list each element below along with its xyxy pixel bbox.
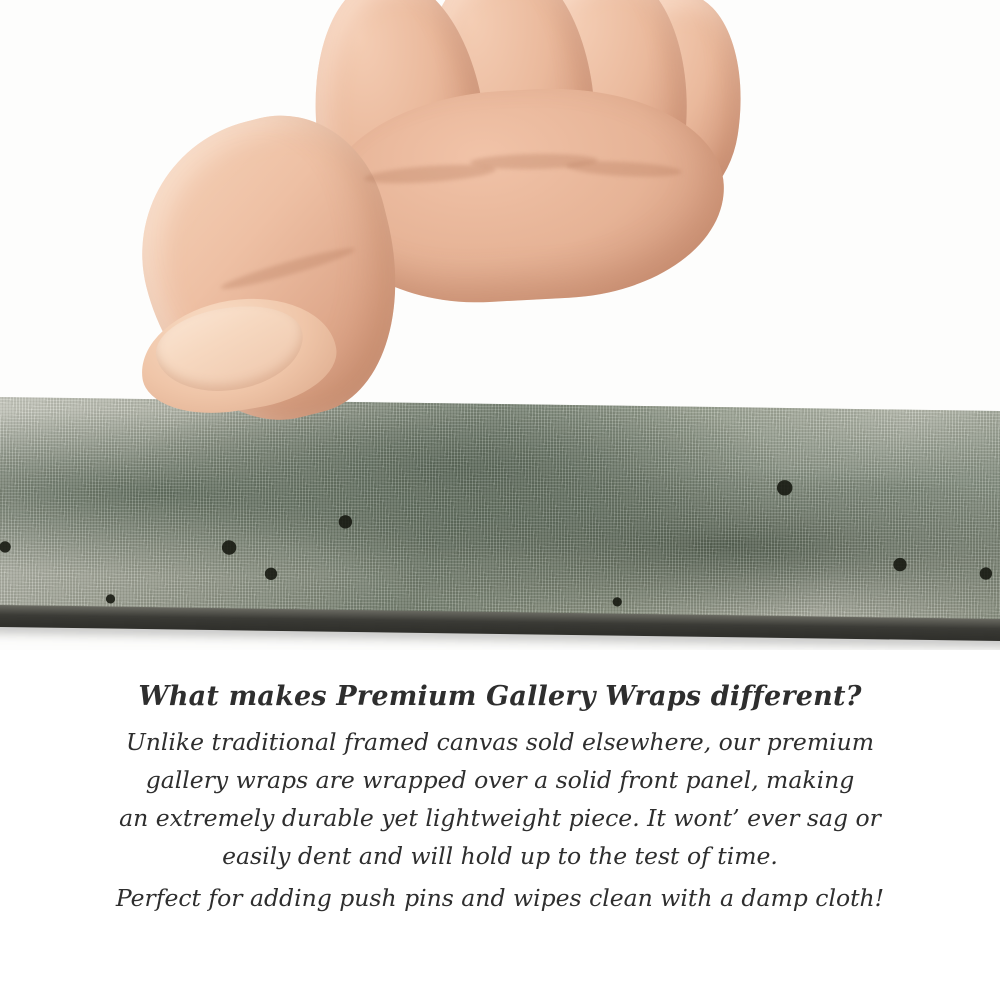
canvas-speck — [777, 480, 793, 496]
caption-line-1: Unlike traditional framed canvas sold elsewhere, our premium — [125, 727, 875, 756]
caption-line-5: Perfect for adding push pins and wipes clean with a damp cloth! — [115, 884, 885, 912]
caption-block — [0, 680, 1000, 917]
caption-line-4: easily dent and will hold up to the test of time. — [222, 841, 778, 870]
canvas-speck — [613, 597, 622, 606]
canvas-speck — [265, 568, 278, 581]
canvas-speck — [980, 567, 993, 580]
canvas-speck — [106, 594, 115, 603]
caption-title: What makes Premium Gallery Wraps different? — [138, 681, 862, 712]
hand-illustration — [118, 0, 678, 430]
caption-line-3: an extremely durable yet lightweight piece. It wont’ ever sag or — [119, 803, 881, 832]
canvas-speck — [222, 540, 237, 555]
canvas-wrap-face — [0, 397, 1000, 634]
canvas-speck — [0, 541, 11, 552]
canvas-speck — [893, 558, 907, 572]
caption-line-2: gallery wraps are wrapped over a solid front panel, making — [145, 765, 855, 794]
canvas-speck — [339, 515, 353, 529]
